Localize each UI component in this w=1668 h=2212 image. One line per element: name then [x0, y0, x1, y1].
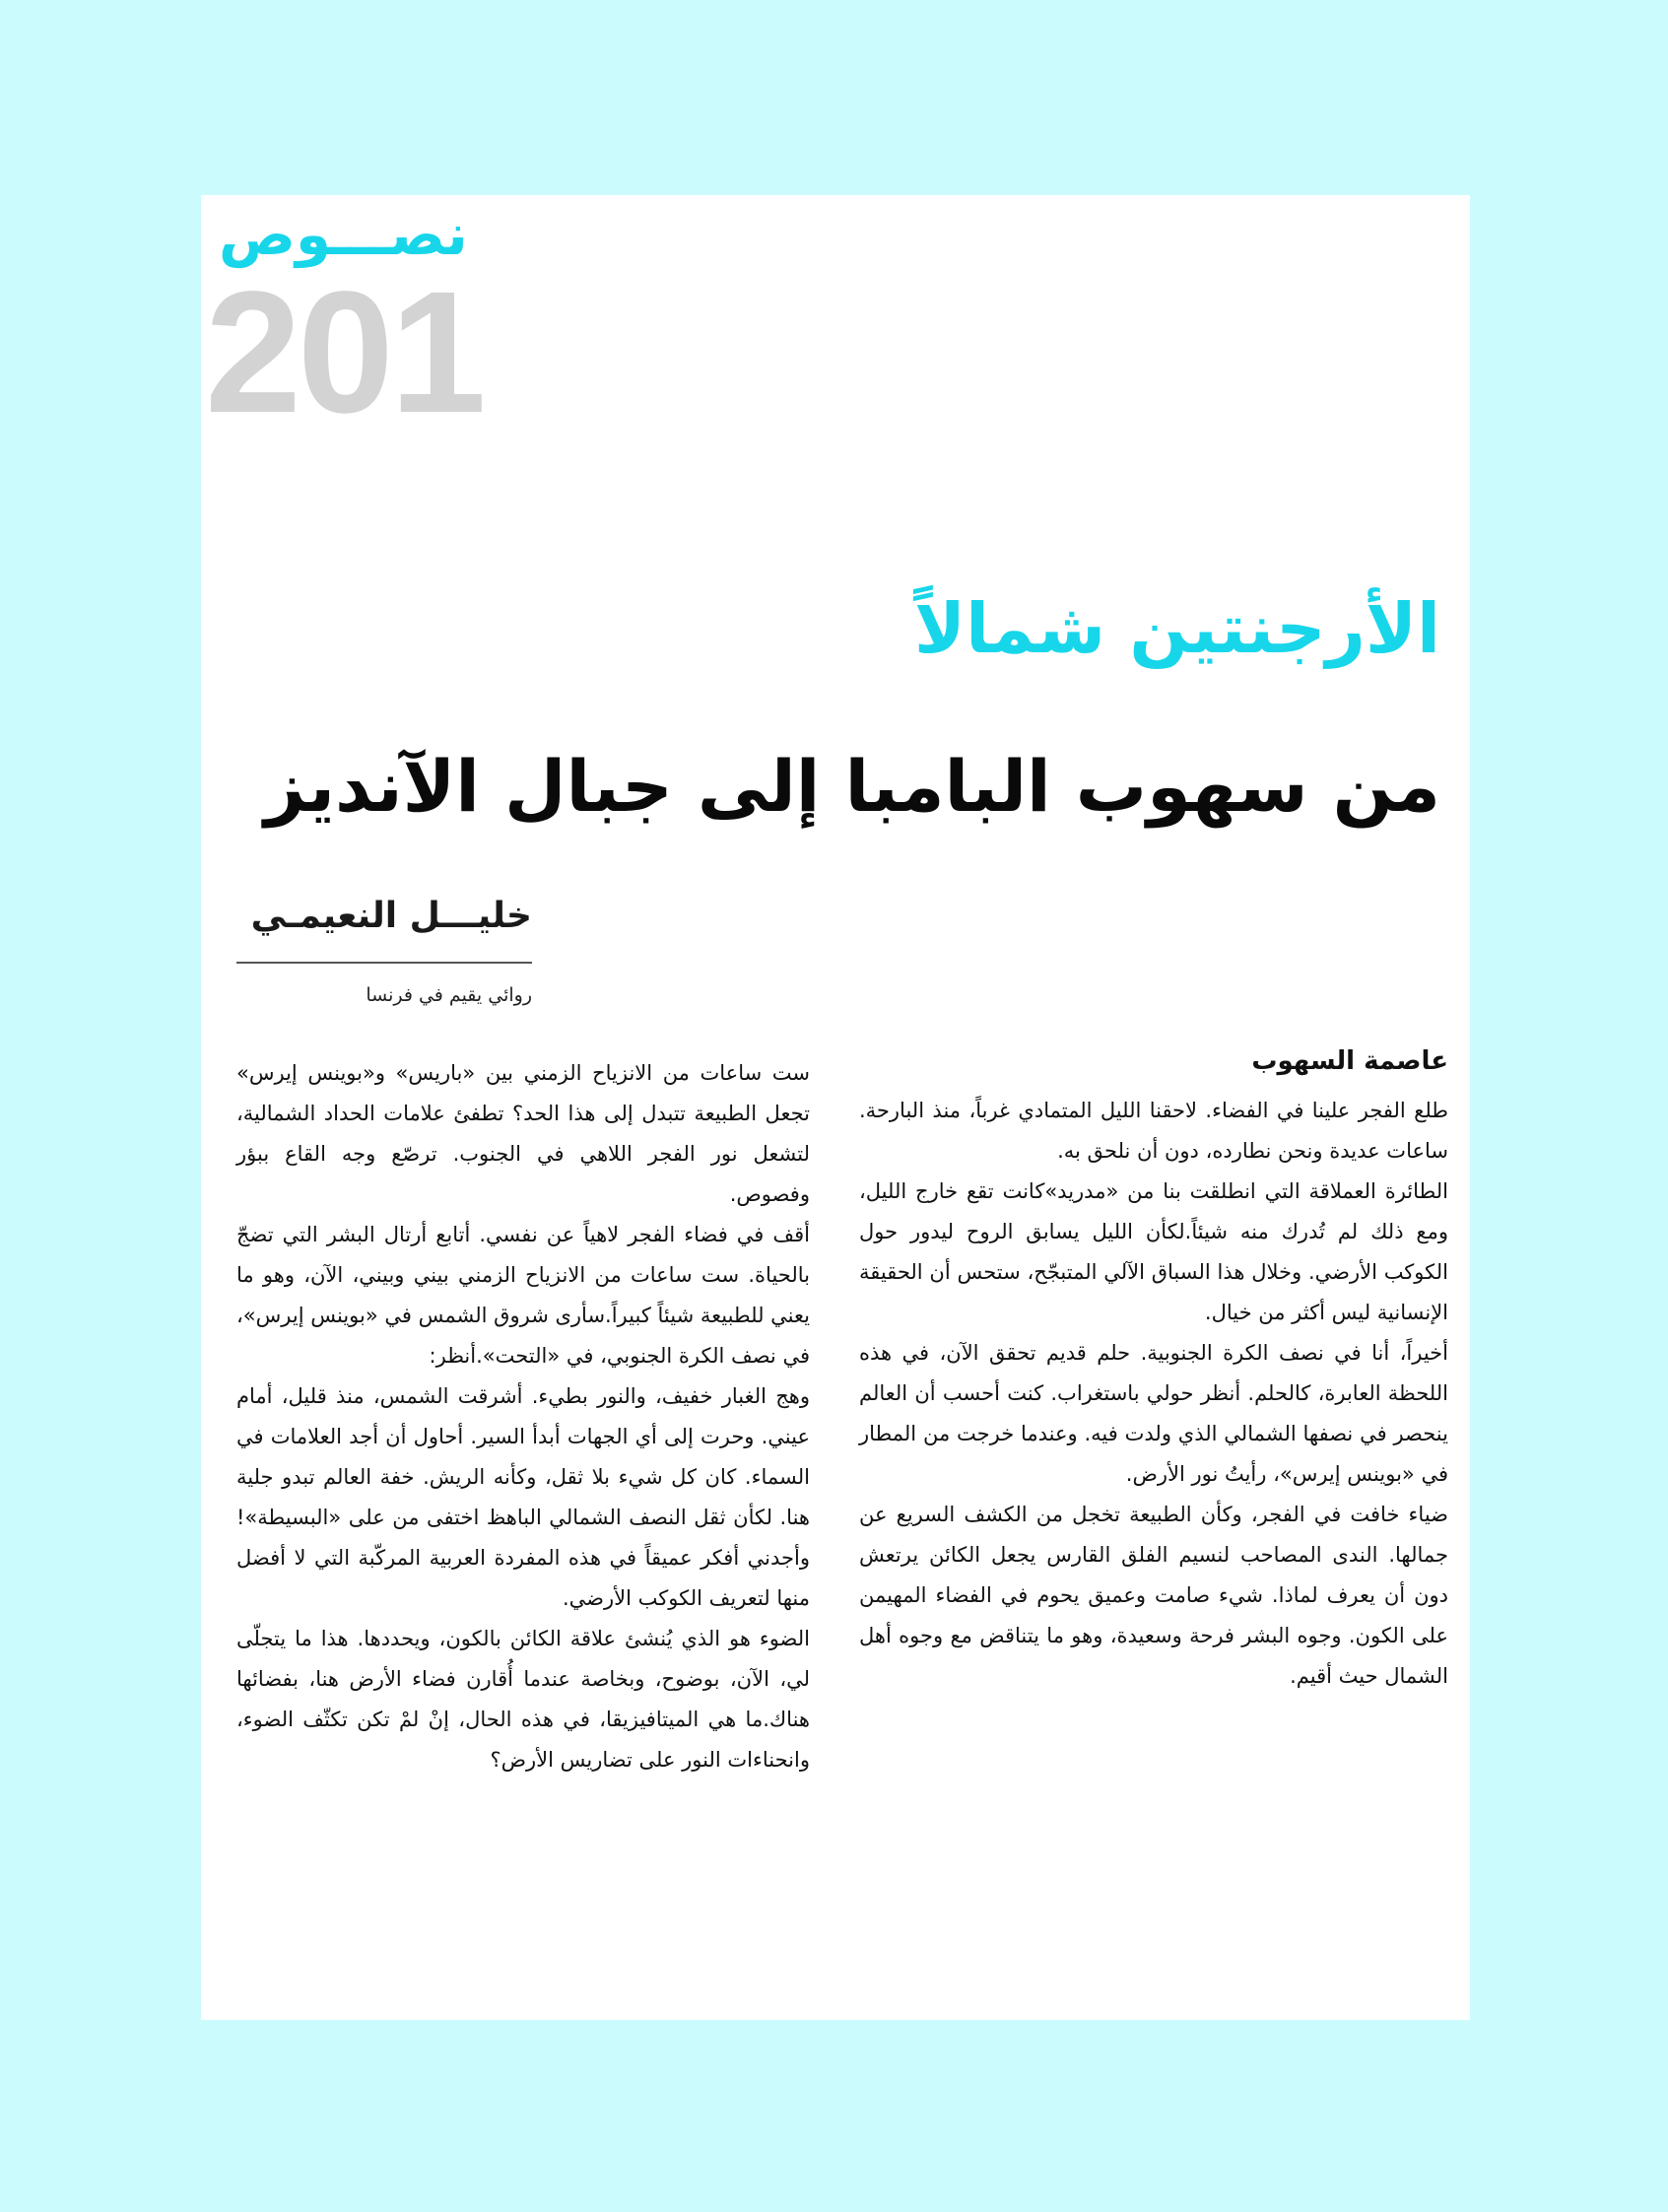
paragraph: أخيراً، أنا في نصف الكرة الجنوبية. حلم قديم تحقق الآن، في هذه اللحظة العابرة، كالحلم. أنظر حولي باستغراب. كنت أحسب أن العالم ينحصر في نصفها الشمالي الذي ولدت فيه. وعندما خرجت من المطار في «بوينس إيرس»، رأيتُ نور الأرض. — [859, 1341, 1448, 1486]
article-title: من سهوب البامبا إلى جبال الآنديز — [264, 745, 1440, 828]
paragraph: الطائرة العملاقة التي انطلقت بنا من «مدريد»كانت تقع خارج الليل، ومع ذلك لم تُدرك منه شيئاً.لكأن الليل يسابق الروح ليدور حول الكوكب الأرضي. وخلال هذا السباق الآلي المتبجّح، ستحس أن الحقيقة الإنسانية ليس أكثر من خيال. — [859, 1179, 1448, 1324]
paragraph: طلع الفجر علينا في الفضاء. لاحقنا الليل المتمادي غرباً، منذ البارحة. ساعات عديدة ونحن نطارده، دون أن نلحق به. — [859, 1099, 1448, 1163]
magazine-page — [201, 195, 1470, 2020]
column-subheading: عاصمة السهوب — [1251, 1046, 1448, 1076]
issue-number: 201 — [205, 256, 483, 449]
paragraph: الضوء هو الذي يُنشئ علاقة الكائن بالكون، ويحددها. هذا ما يتجلّى لي، الآن، بوضوح، وبخاصة عندما أُقارن فضاء الأرض هنا، بفضائها هناك.ما هي الميتافيزيقا، في هذه الحال، إنْ لمْ تكن تكثّف الضوء، وانحناءات النور على تضاريس الأرض؟ — [236, 1627, 810, 1772]
section-name: نصـــوص — [219, 201, 468, 268]
paragraph: وهج الغبار خفيف، والنور بطيء. أشرقت الشمس، منذ قليل، أمام عيني. وحرت إلى أي الجهات أبدأ السير. أحاول أن أجد العلامات في السماء. كان كل شيء بلا ثقل، وكأنه الريش. خفة العالم تبدو جلية هنا. لكأن ثقل النصف الشمالي الباهظ اختفى من على «البسيطة»! وأجدني أفكر عميقاً في هذه المفردة العربية المركّبة التي لا أفضل منها لتعريف الكوكب الأرضي. — [236, 1384, 810, 1610]
paragraph: أقف في فضاء الفجر لاهياً عن نفسي. أتابع أرتال البشر التي تضجّ بالحياة. ست ساعات من الانزياح الزمني بيني وبيني، الآن، وهو ما يعني للطبيعة شيئاً كبيراً.سأرى شروق الشمس في «بوينس إيرس»، في نصف الكرة الجنوبي، في «التحت».أنظر: — [236, 1223, 810, 1368]
author-name: خليـــل النعيمـي — [250, 896, 532, 936]
author-divider — [236, 962, 532, 964]
text-column-left — [236, 1053, 810, 1780]
text-column-right — [859, 1040, 1448, 1697]
paragraph: ست ساعات من الانزياح الزمني بين «باريس» و«بوينس إيرس» تجعل الطبيعة تتبدل إلى هذا الحد؟ تطفئ علامات الحداد الشمالية، لتشعل نور الفجر اللاهي في الجنوب. ترصّع وجه القاع ببؤر وفصوص. — [236, 1061, 810, 1206]
paragraph: ضياء خافت في الفجر، وكأن الطبيعة تخجل من الكشف السريع عن جمالها. الندى المصاحب لنسيم الفلق القارس يجعل الكائن يرتعش دون أن يعرف لماذا. شيء صامت وعميق يحوم في الفضاء المهيمن على الكون. وجوه البشر فرحة وسعيدة، وهو ما يتناقض مع وجوه أهل الشمال حيث أقيم. — [859, 1503, 1448, 1688]
article-kicker: الأرجنتين شمالاً — [913, 588, 1440, 669]
author-bio: روائي يقيم في فرنسا — [366, 984, 532, 1006]
